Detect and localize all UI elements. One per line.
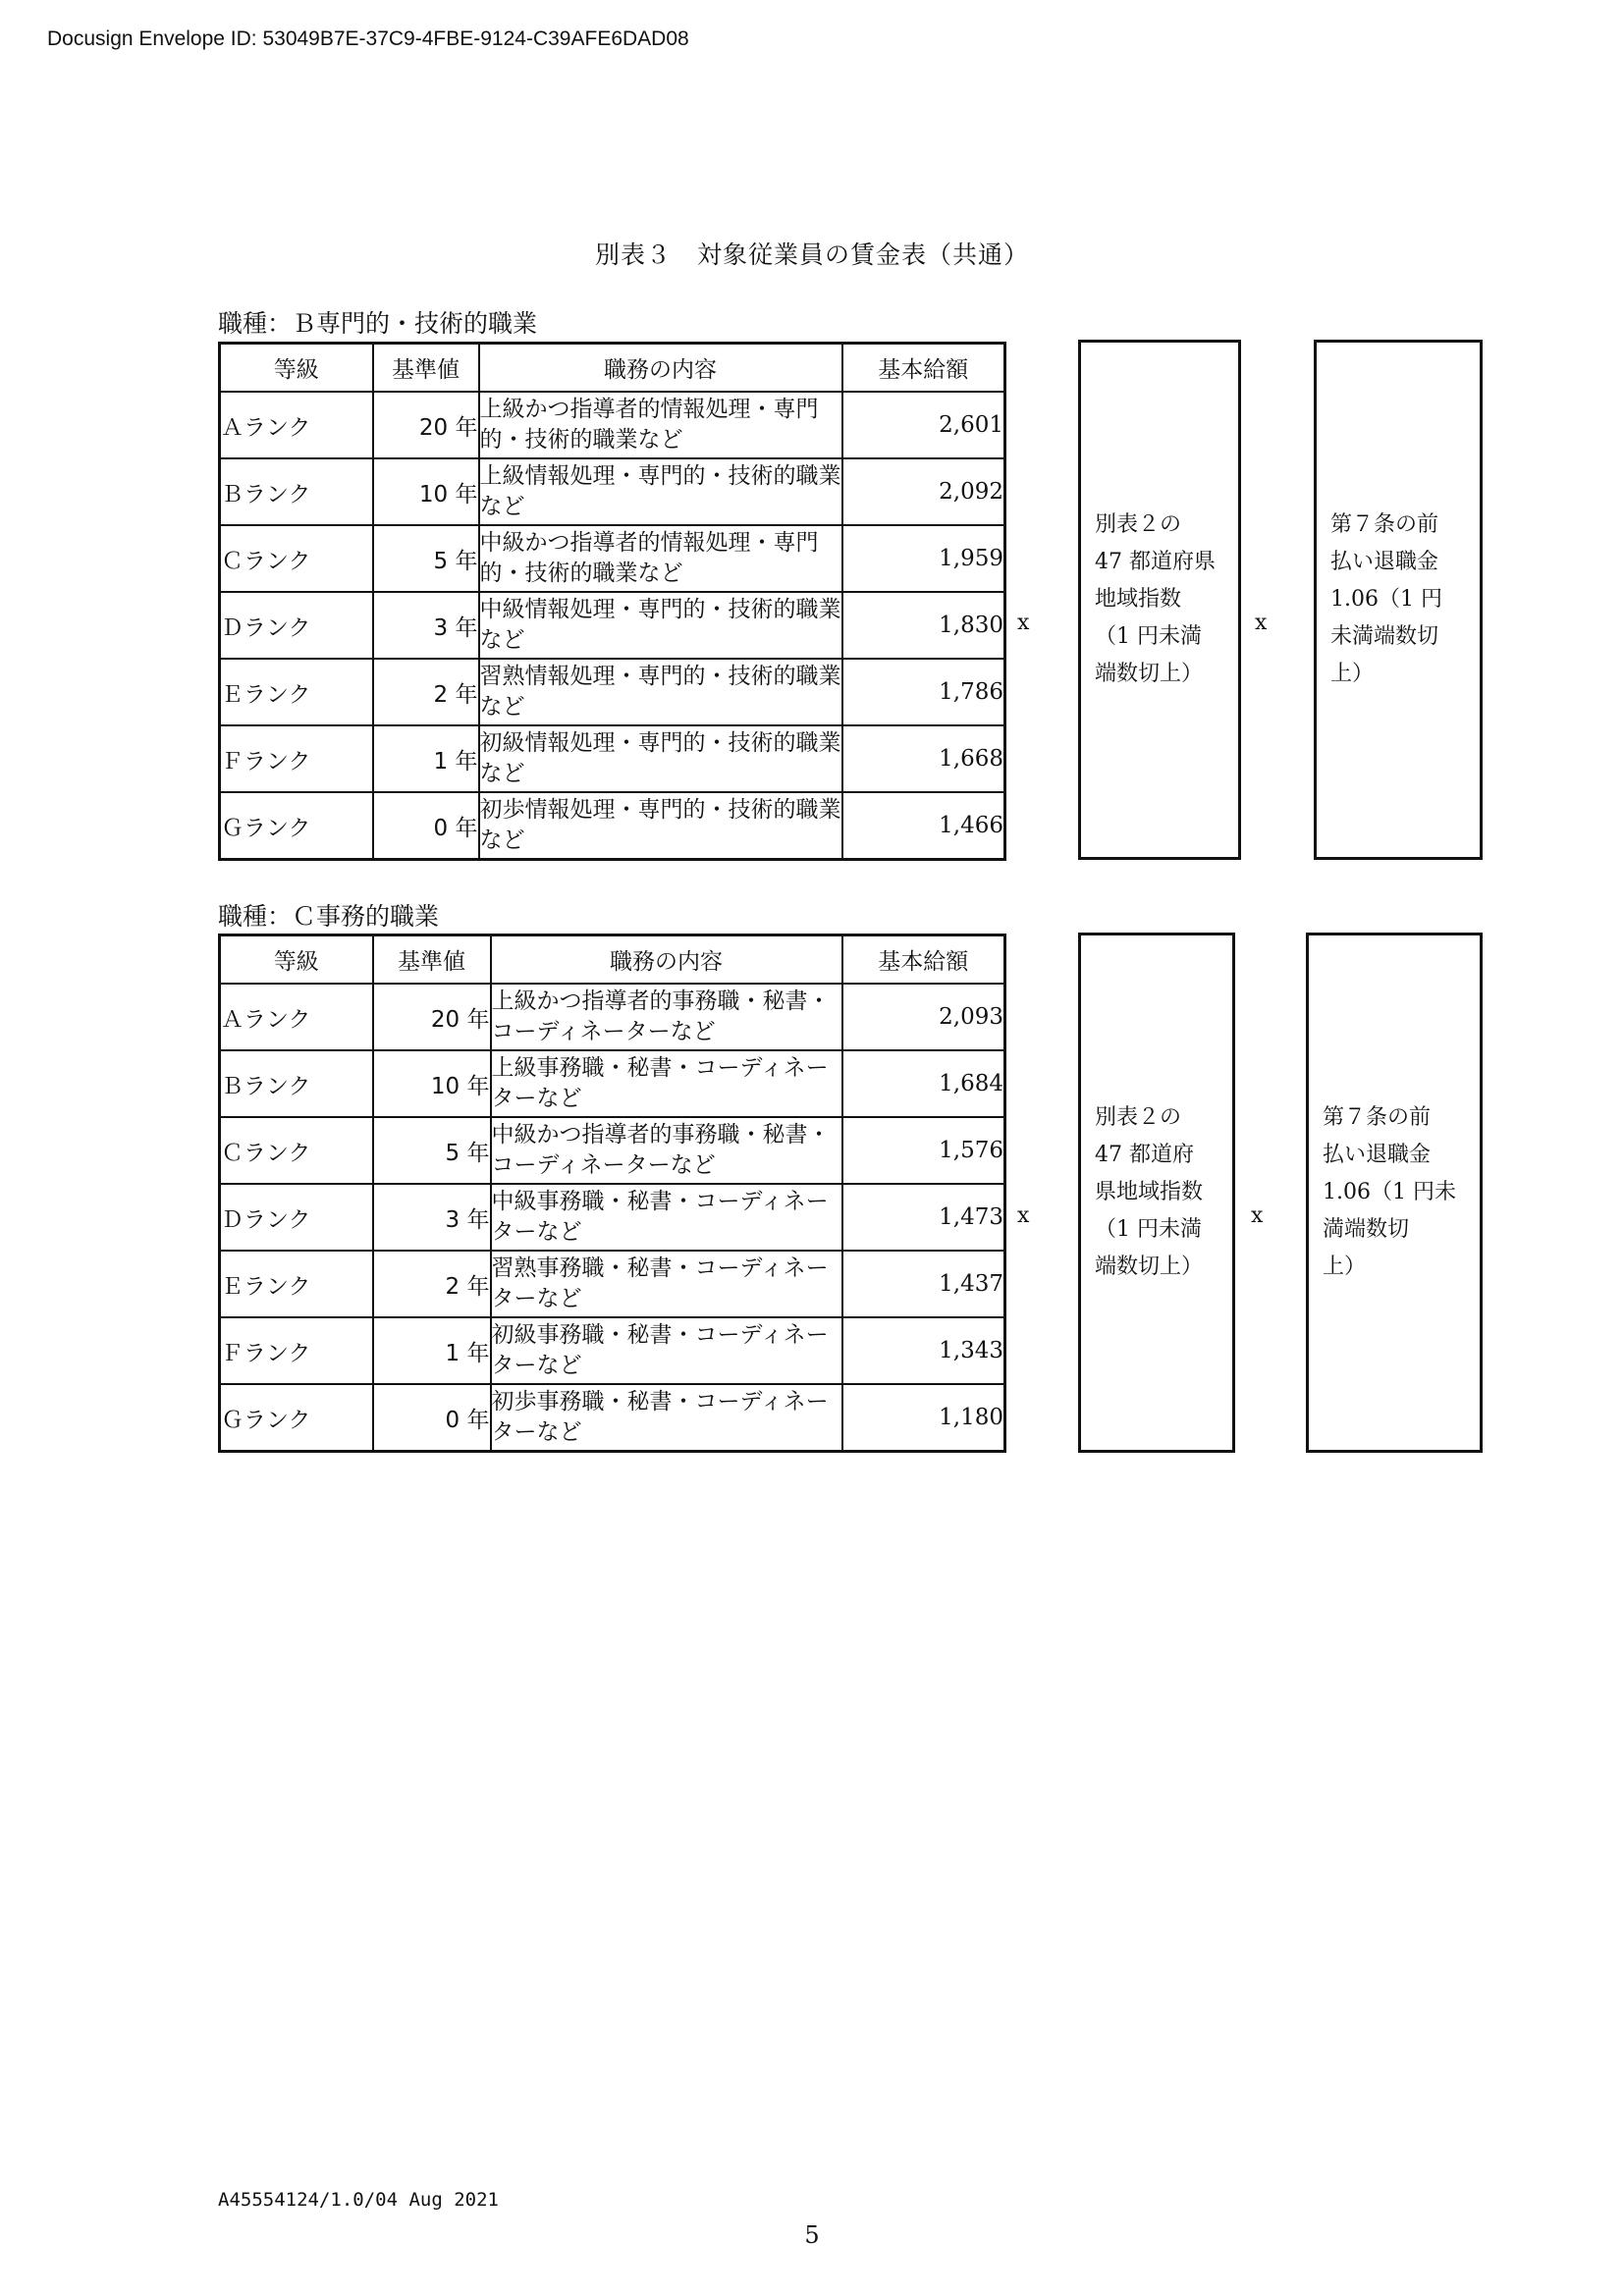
regional-index-box-c: 別表２の 47 都道府 県地域指数 （1 円未満 端数切上）	[1078, 933, 1235, 1453]
header-base-pay: 基本給額	[842, 344, 1005, 393]
duties-cell: 習熟事務職・秘書・コーディネーターなど	[491, 1251, 842, 1317]
standard-cell: 0 年	[373, 792, 479, 860]
table-row	[220, 984, 1005, 1050]
duties-cell: 上級かつ指導者的情報処理・専門的・技術的職業など	[479, 392, 842, 458]
regional-index-box-b: 別表２の 47 都道府県 地域指数 （1 円未満 端数切上）	[1078, 340, 1241, 860]
rank-cell: Ｇランク	[220, 1384, 373, 1452]
table-header-row	[220, 935, 1005, 985]
wage-table-b	[218, 342, 1006, 861]
base-pay-cell: 1,959	[842, 525, 1005, 592]
base-pay-cell: 1,473	[842, 1184, 1005, 1251]
header-duties: 職務の内容	[491, 935, 842, 985]
standard-cell: 5 年	[373, 525, 479, 592]
standard-cell: 0 年	[373, 1384, 491, 1452]
table-row	[220, 1050, 1005, 1117]
base-pay-cell: 2,093	[842, 984, 1005, 1050]
base-pay-cell: 1,343	[842, 1317, 1005, 1384]
standard-cell: 20 年	[373, 984, 491, 1050]
base-pay-cell: 1,830	[842, 592, 1005, 659]
standard-cell: 20 年	[373, 392, 479, 458]
duties-cell: 上級事務職・秘書・コーディネーターなど	[491, 1050, 842, 1117]
table-row	[220, 1251, 1005, 1317]
base-pay-cell: 2,601	[842, 392, 1005, 458]
duties-cell: 中級情報処理・専門的・技術的職業など	[479, 592, 842, 659]
standard-cell: 1 年	[373, 1317, 491, 1384]
multiply-sign-c2: x	[1251, 1203, 1264, 1228]
standard-cell: 2 年	[373, 659, 479, 725]
standard-cell: 10 年	[373, 1050, 491, 1117]
rank-cell: Ｅランク	[220, 659, 373, 725]
envelope-id: Docusign Envelope ID: 53049B7E-37C9-4FBE-9124-C39AFE6DAD08	[47, 27, 689, 50]
section-label-c: 職種：Ｃ事務的職業	[218, 902, 440, 931]
rank-cell: Ｂランク	[220, 1050, 373, 1117]
duties-cell: 中級かつ指導者的情報処理・専門的・技術的職業など	[479, 525, 842, 592]
duties-cell: 初級事務職・秘書・コーディネーターなど	[491, 1317, 842, 1384]
table-row	[220, 1117, 1005, 1184]
standard-cell: 10 年	[373, 458, 479, 525]
duties-cell: 習熟情報処理・専門的・技術的職業など	[479, 659, 842, 725]
table-row	[220, 1384, 1005, 1452]
multiply-sign-c1: x	[1017, 1203, 1030, 1228]
table-body-b	[220, 392, 1005, 860]
rank-cell: Ｃランク	[220, 1117, 373, 1184]
prepaid-retirement-box-c: 第７条の前 払い退職金 1.06（1 円未 満端数切 上）	[1306, 933, 1483, 1453]
table-row	[220, 592, 1005, 659]
wage-table-c	[218, 934, 1006, 1453]
base-pay-cell: 1,466	[842, 792, 1005, 860]
header-base-pay: 基本給額	[842, 935, 1005, 985]
table-header-row	[220, 344, 1005, 393]
duties-cell: 中級事務職・秘書・コーディネーターなど	[491, 1184, 842, 1251]
rank-cell: Ｄランク	[220, 1184, 373, 1251]
duties-cell: 初歩情報処理・専門的・技術的職業など	[479, 792, 842, 860]
table-row	[220, 392, 1005, 458]
rank-cell: Ａランク	[220, 984, 373, 1050]
duties-cell: 初級情報処理・専門的・技術的職業など	[479, 725, 842, 792]
header-standard: 基準値	[373, 344, 479, 393]
table-row	[220, 458, 1005, 525]
prepaid-retirement-box-b: 第７条の前 払い退職金 1.06（1 円 未満端数切 上）	[1314, 340, 1483, 860]
rank-cell: Ｆランク	[220, 1317, 373, 1384]
page-number: 5	[804, 2221, 820, 2249]
document-title: 別表３ 対象従業員の賃金表（共通）	[594, 240, 1029, 269]
rank-cell: Ｄランク	[220, 592, 373, 659]
section-label-b: 職種：Ｂ専門的・技術的職業	[218, 309, 538, 338]
table-row	[220, 725, 1005, 792]
table-body-c	[220, 984, 1005, 1452]
standard-cell: 3 年	[373, 1184, 491, 1251]
standard-cell: 2 年	[373, 1251, 491, 1317]
table-row	[220, 792, 1005, 860]
base-pay-cell: 1,437	[842, 1251, 1005, 1317]
rank-cell: Ｆランク	[220, 725, 373, 792]
table-row	[220, 659, 1005, 725]
base-pay-cell: 1,668	[842, 725, 1005, 792]
multiply-sign-b1: x	[1017, 611, 1030, 635]
header-duties: 職務の内容	[479, 344, 842, 393]
multiply-sign-b2: x	[1255, 611, 1268, 635]
base-pay-cell: 2,092	[842, 458, 1005, 525]
rank-cell: Ｂランク	[220, 458, 373, 525]
standard-cell: 5 年	[373, 1117, 491, 1184]
table-row	[220, 525, 1005, 592]
base-pay-cell: 1,786	[842, 659, 1005, 725]
duties-cell: 初歩事務職・秘書・コーディネーターなど	[491, 1384, 842, 1452]
footer-reference: A45554124/1.0/04 Aug 2021	[218, 2189, 499, 2211]
duties-cell: 上級かつ指導者的事務職・秘書・コーディネーターなど	[491, 984, 842, 1050]
standard-cell: 1 年	[373, 725, 479, 792]
duties-cell: 上級情報処理・専門的・技術的職業など	[479, 458, 842, 525]
duties-cell: 中級かつ指導者的事務職・秘書・コーディネーターなど	[491, 1117, 842, 1184]
base-pay-cell: 1,180	[842, 1384, 1005, 1452]
rank-cell: Ａランク	[220, 392, 373, 458]
base-pay-cell: 1,684	[842, 1050, 1005, 1117]
rank-cell: Ｇランク	[220, 792, 373, 860]
header-grade: 等級	[220, 344, 373, 393]
rank-cell: Ｃランク	[220, 525, 373, 592]
header-grade: 等級	[220, 935, 373, 985]
table-row	[220, 1184, 1005, 1251]
header-standard: 基準値	[373, 935, 491, 985]
rank-cell: Ｅランク	[220, 1251, 373, 1317]
base-pay-cell: 1,576	[842, 1117, 1005, 1184]
table-row	[220, 1317, 1005, 1384]
standard-cell: 3 年	[373, 592, 479, 659]
